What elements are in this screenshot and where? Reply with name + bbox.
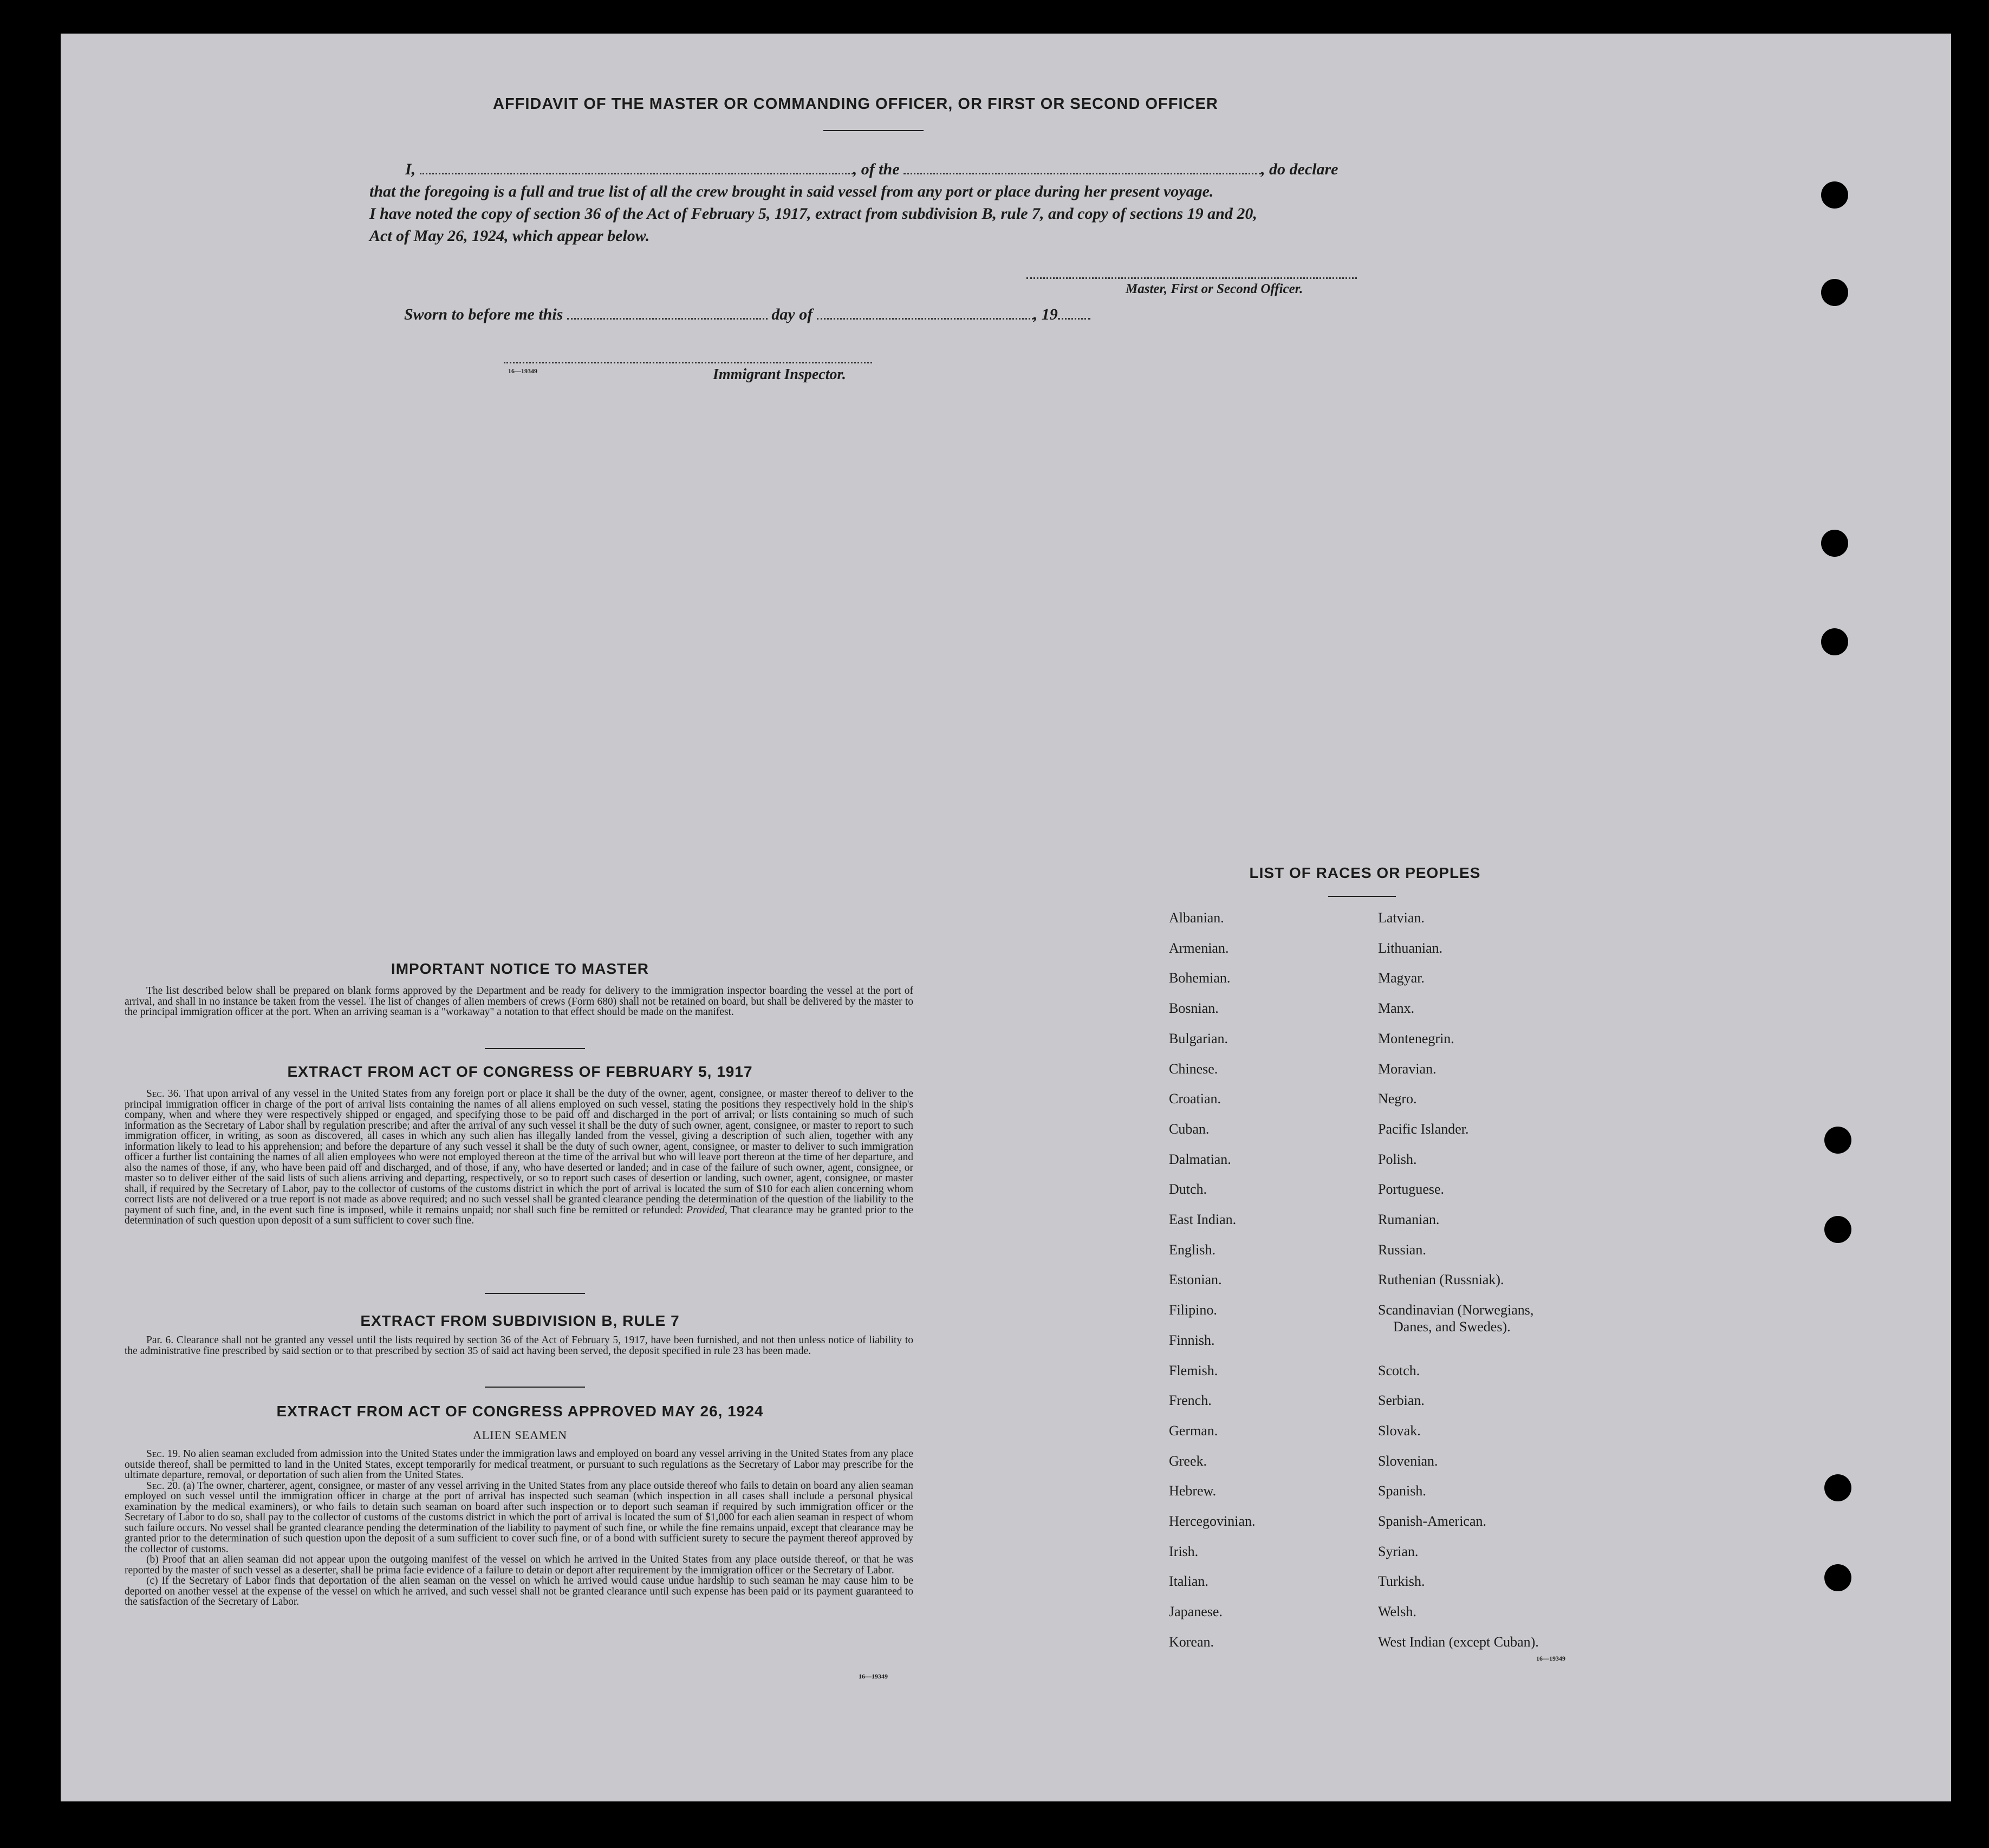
section-divider bbox=[1328, 896, 1396, 897]
race-item: Dutch. bbox=[1169, 1181, 1207, 1198]
punch-hole bbox=[1821, 628, 1848, 655]
officer-label: Master, First or Second Officer. bbox=[1126, 282, 1303, 296]
race-item: Polish. bbox=[1378, 1151, 1417, 1167]
race-item: Negro. bbox=[1378, 1091, 1417, 1107]
race-item: Spanish. bbox=[1378, 1483, 1426, 1499]
extract-1924-text bbox=[125, 1449, 913, 1608]
affidavit-i: I, bbox=[405, 160, 416, 178]
sec36-text: That upon arrival of any vessel in the United States from any foreign port or place it shall be the duty of the owner, agent, consignee, or master thereof to deliver to the principal immigration officer in charge of the port of arrival lists containing the names of all aliens employed on such vessel, stating the positions they respectively hold in the ship's company, when and where they were respectively shipped or engaged, and specifying those to be paid off and discharged in the port of arrival; or lists containing so much of such information as the Secretary of Labor shall by regulation prescribe; and after the arrival of any such vessel it shall be the duty of such owner, agent, consignee, or master to report to such immigration officer, in writing, as soon as discovered, all cases in which any such alien has illegally landed from the vessel, giving a description of such alien, together with any information likely to lead to his apprehension; and before the departure of any such vessel it shall be the duty of such owner, agent, consignee, or master to deliver to such immigration officer a further list containing the names of all alien employees who were not employed thereon at the time of the arrival but who will leave port thereon at the time of her departure, and also the names of those, if any, who have been paid off and discharged, and of those, if any, who have deserted or landed; and in case of the failure of such owner, agent, consignee, or master so to deliver either of the said lists of such aliens arriving and departing, respectively, or so to report such cases of desertion or landing, such owner, agent, consignee, or master shall, if required by the Secretary of Labor, pay to the collector of customs of the customs district in which the port of arrival is located the sum of $10 for each alien concerning whom correct lists are not delivered or a true report is not made as above required; and no such vessel shall be granted clearance pending the determination of the question of the liability to the payment of such fine, and, in the event such fine is imposed, while it remains unpaid; nor shall such fine be remitted or refunded: bbox=[125, 1088, 913, 1216]
race-item: Portuguese. bbox=[1378, 1181, 1445, 1198]
notice-title: IMPORTANT NOTICE TO MASTER bbox=[391, 960, 649, 977]
extract-rule7-title: EXTRACT FROM SUBDIVISION B, RULE 7 bbox=[360, 1312, 680, 1329]
race-item: Bosnian. bbox=[1169, 1000, 1219, 1017]
race-item: Serbian. bbox=[1378, 1392, 1425, 1409]
punch-hole bbox=[1824, 1216, 1851, 1243]
rule7-paragraph: Par. 6. Clearance shall not be granted any vessel until the lists required by section 36 of the Act of February 5, 1917, have been furnished, and not then unless notice of liability to the administrative fine prescribed by said section or to that prescribed by section 35 of said act having been served, the deposit specified in rule 23 has been made. bbox=[125, 1335, 913, 1357]
race-item: Scandinavian (Norwegians, bbox=[1378, 1302, 1534, 1318]
race-item: Welsh. bbox=[1378, 1604, 1416, 1620]
sworn-day-blank bbox=[567, 307, 768, 320]
punch-hole bbox=[1824, 1564, 1851, 1591]
race-item: Montenegrin. bbox=[1378, 1030, 1454, 1046]
race-item: Estonian. bbox=[1169, 1272, 1222, 1288]
race-item: Croatian. bbox=[1169, 1091, 1221, 1107]
form-number-right: 16—19349 bbox=[1536, 1655, 1565, 1662]
race-item: Dalmatian. bbox=[1169, 1151, 1231, 1167]
race-item: Flemish. bbox=[1169, 1362, 1218, 1378]
race-item: Latvian. bbox=[1378, 910, 1425, 926]
sec20a-text: (a) The owner, charterer, agent, consignee, or master of any vessel arriving in the United States from any place outside thereof who fails to detain on board any alien seaman employed on such vessel until the immigration officer in charge at the port of arrival has inspected such seaman (which inspection in all cases shall include a personal physical examination by the medical examiners), or who fails to detain such seaman on board after such inspection or to deport such seaman if required by such immigration officer or the Secretary of Labor to do so, shall pay to the collector of customs of the customs district in which the port of arrival is located the sum of $1,000 for each alien seaman in respect of whom such failure occurs. No vessel shall be granted clearance pending the determination of the liability to payment of such fine, or while the fine remains unpaid, except that clearance may be granted prior to the determination of such question upon the deposit of a sum sufficient to cover such fine, or of a bond with sufficient surety to secure the payment thereof approved by the collector of customs. bbox=[125, 1480, 913, 1555]
extract-1924-title: EXTRACT FROM ACT OF CONGRESS APPROVED MAY 26, 1924 bbox=[276, 1403, 764, 1420]
sec20c-text: (c) If the Secretary of Labor finds that deportation of the alien seaman on the vessel on which he arrived would cause undue hardship to such seaman he may cause him to be deported on another vessel at the expense of the vessel on which he arrived, and such vessel shall not be granted clearance until such expense has been paid or its payment guaranteed to the satisfaction of the Secretary of Labor. bbox=[125, 1575, 913, 1608]
affidavit-line-2: that the foregoing is a full and true list of all the crew brought in said vessel from any port or place during her present voyage. bbox=[369, 183, 1214, 200]
race-item: Hebrew. bbox=[1169, 1483, 1217, 1499]
sworn-text: Sworn to before me this bbox=[404, 305, 563, 323]
punch-hole bbox=[1821, 181, 1848, 209]
extract-1917-title: EXTRACT FROM ACT OF CONGRESS OF FEBRUARY 5, 1917 bbox=[287, 1063, 753, 1080]
affidavit-line-4: Act of May 26, 1924, which appear below. bbox=[369, 227, 650, 245]
race-item: West Indian (except Cuban). bbox=[1378, 1634, 1539, 1650]
race-item: Ruthenian (Russniak). bbox=[1378, 1272, 1504, 1288]
affidavit-declare: , do declare bbox=[1261, 160, 1338, 178]
race-item: Russian. bbox=[1378, 1241, 1426, 1258]
form-number-left: 16—19349 bbox=[859, 1673, 888, 1680]
section-divider bbox=[485, 1048, 585, 1049]
sec36-lead: Sec. 36. bbox=[146, 1088, 181, 1099]
race-item: Albanian. bbox=[1169, 910, 1224, 926]
punch-hole bbox=[1824, 1474, 1851, 1501]
affidavit-line-1 bbox=[405, 160, 1338, 179]
race-item: Finnish. bbox=[1169, 1332, 1215, 1348]
punch-hole bbox=[1821, 530, 1848, 557]
race-item: Irish. bbox=[1169, 1543, 1199, 1559]
extract-1917-text bbox=[125, 1089, 913, 1226]
races-title: LIST OF RACES OR PEOPLES bbox=[1249, 864, 1481, 881]
race-item: Magyar. bbox=[1378, 970, 1425, 986]
race-item: Manx. bbox=[1378, 1000, 1415, 1017]
sworn-line bbox=[404, 305, 1090, 324]
race-item: Filipino. bbox=[1169, 1302, 1217, 1318]
race-item: Hercegovinian. bbox=[1169, 1513, 1256, 1529]
race-item: Pacific Islander. bbox=[1378, 1121, 1469, 1137]
race-item: Cuban. bbox=[1169, 1121, 1210, 1137]
race-item: East Indian. bbox=[1169, 1212, 1237, 1227]
proviso: Provided, bbox=[686, 1204, 727, 1216]
race-item: Slovenian. bbox=[1378, 1453, 1438, 1469]
officer-signature-line bbox=[1026, 277, 1357, 279]
race-item: Slovak. bbox=[1378, 1422, 1421, 1439]
extract-rule7-text bbox=[125, 1335, 913, 1356]
affidavit-line-3: I have noted the copy of section 36 of the Act of February 5, 1917, extract from subdivision B, rule 7, and copy of sections 19 and 20, bbox=[369, 205, 1257, 223]
year-text: , 19 bbox=[1033, 305, 1058, 323]
section-divider bbox=[485, 1387, 585, 1388]
punch-hole bbox=[1821, 279, 1848, 306]
section-divider bbox=[485, 1293, 585, 1294]
race-item: English. bbox=[1169, 1241, 1216, 1258]
race-item: Korean. bbox=[1169, 1634, 1214, 1650]
sec36-end: That clearance may be granted prior to the determination of such question upon deposit of a sum sufficient to cover such fine. bbox=[125, 1204, 914, 1226]
name-blank bbox=[420, 162, 853, 174]
form-number-top: 16—19349 bbox=[508, 367, 537, 375]
race-item: Armenian. bbox=[1169, 940, 1229, 956]
race-item: Italian. bbox=[1169, 1573, 1208, 1590]
race-item: Syrian. bbox=[1378, 1543, 1419, 1559]
race-item-continuation: Danes, and Swedes). bbox=[1393, 1319, 1511, 1335]
race-item: Bohemian. bbox=[1169, 970, 1231, 986]
race-item: Moravian. bbox=[1378, 1060, 1436, 1077]
race-item: Chinese. bbox=[1169, 1060, 1218, 1077]
affidavit-of-the: , of the bbox=[853, 160, 900, 178]
sec20b-text: (b) Proof that an alien seaman did not appear upon the outgoing manifest of the vessel on which he arrived in the United States from any place outside thereof, or that he was reported by the master of such vessel as a deserter, shall be prima facie evidence of a failure to detain or deport after requirement by the immigration officer or the Secretary of Labor. bbox=[125, 1554, 913, 1576]
notice-paragraph: The list described below shall be prepared on blank forms approved by the Department and be ready for delivery to the immigration inspector boarding the vessel at the port of arrival, and shall in no instance be taken from the vessel. The list of changes of alien members of crews (Form 680) shall not be retained on board, but shall be delivered by the master to the principal immigration officer at the port. When an arriving seaman is a "workaway" a notation to that effect should be made on the manifest. bbox=[125, 985, 913, 1018]
inspector-signature-line bbox=[504, 362, 872, 363]
alien-seamen-subtitle: ALIEN SEAMEN bbox=[473, 1428, 567, 1442]
race-item: Rumanian. bbox=[1378, 1212, 1440, 1227]
race-item: French. bbox=[1169, 1392, 1212, 1409]
race-item: Turkish. bbox=[1378, 1573, 1425, 1590]
race-item: Greek. bbox=[1169, 1453, 1207, 1469]
day-of-text: day of bbox=[771, 305, 813, 323]
race-item: Scotch. bbox=[1378, 1362, 1420, 1378]
title-divider bbox=[823, 130, 924, 131]
race-item: German. bbox=[1169, 1422, 1218, 1439]
sworn-month-blank bbox=[817, 307, 1034, 320]
affidavit-title: AFFIDAVIT OF THE MASTER OR COMMANDING OFFICER, OR FIRST OR SECOND OFFICER bbox=[493, 95, 1218, 113]
year-blank bbox=[1058, 307, 1090, 320]
race-item: Bulgarian. bbox=[1169, 1030, 1228, 1046]
sec19-lead: Sec. 19. bbox=[146, 1448, 180, 1460]
sec20-lead: Sec. 20. bbox=[146, 1480, 180, 1492]
race-item: Lithuanian. bbox=[1378, 940, 1443, 956]
race-item: Spanish-American. bbox=[1378, 1513, 1487, 1529]
sec19-text: No alien seaman excluded from admission into the United States under the immigration laws and employed on board any vessel arriving in the United States from any place outside thereof, shall be permitted to land in the United States, except temporarily for medical treatment, or pursuant to such regulations as the Secretary of Labor may prescribe for the ultimate departure, removal, or deportation of such alien from the United States. bbox=[125, 1448, 913, 1481]
notice-text bbox=[125, 986, 913, 1018]
punch-hole bbox=[1824, 1127, 1851, 1154]
vessel-blank bbox=[903, 162, 1261, 174]
inspector-label: Immigrant Inspector. bbox=[713, 366, 846, 383]
race-item: Japanese. bbox=[1169, 1604, 1223, 1620]
